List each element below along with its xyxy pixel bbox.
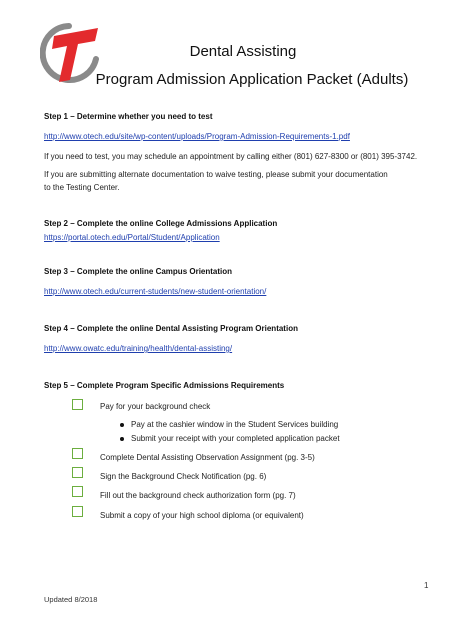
step1-text-alternate-line2: to the Testing Center. bbox=[44, 183, 120, 192]
bullet-icon bbox=[120, 437, 124, 441]
step2-link[interactable]: https://portal.otech.edu/Portal/Student/Application bbox=[44, 233, 220, 242]
subitem-label: Submit your receipt with your completed application packet bbox=[131, 434, 340, 443]
step1-heading: Step 1 – Determine whether you need to test bbox=[44, 112, 213, 121]
checkbox-background-notification[interactable] bbox=[72, 467, 83, 478]
checklist-item-label: Submit a copy of your high school diploma (or equivalent) bbox=[100, 511, 304, 520]
document-title: Dental Assisting bbox=[189, 43, 297, 60]
step1-text-phone: If you need to test, you may schedule an appointment by calling either (801) 627-8300 or (801) 395-3742. bbox=[44, 152, 418, 161]
step5-heading: Step 5 – Complete Program Specific Admissions Requirements bbox=[44, 381, 285, 390]
subitem-label: Pay at the cashier window in the Student Services building bbox=[131, 420, 339, 429]
document-subtitle: Program Admission Application Packet (Adults) bbox=[95, 71, 409, 88]
updated-date: Updated 8/2018 bbox=[44, 595, 98, 604]
checklist-item-label: Sign the Background Check Notification (pg. 6) bbox=[100, 472, 267, 481]
checklist-item-label: Pay for your background check bbox=[100, 402, 211, 411]
step2-heading: Step 2 – Complete the online College Admissions Application bbox=[44, 219, 278, 228]
step1-text-alternate-line1: If you are submitting alternate documentation to waive testing, please submit your documentation bbox=[44, 170, 388, 179]
checklist-item-label: Fill out the background check authorization form (pg. 7) bbox=[100, 491, 296, 500]
bullet-icon bbox=[120, 423, 124, 427]
step4-link[interactable]: http://www.owatc.edu/training/health/dental-assisting/ bbox=[44, 344, 233, 353]
step1-link[interactable]: http://www.otech.edu/site/wp-content/uploads/Program-Admission-Requirements-1.pdf bbox=[44, 132, 350, 141]
checkbox-diploma[interactable] bbox=[72, 506, 83, 517]
checkbox-authorization-form[interactable] bbox=[72, 486, 83, 497]
checkbox-background-check[interactable] bbox=[72, 399, 83, 410]
checkbox-observation-assignment[interactable] bbox=[72, 448, 83, 459]
step4-heading: Step 4 – Complete the online Dental Assisting Program Orientation bbox=[44, 324, 298, 333]
step3-link[interactable]: http://www.otech.edu/current-students/new-student-orientation/ bbox=[44, 287, 267, 296]
checklist-item-label: Complete Dental Assisting Observation Assignment (pg. 3-5) bbox=[100, 453, 315, 462]
page-number: 1 bbox=[424, 581, 429, 590]
step3-heading: Step 3 – Complete the online Campus Orientation bbox=[44, 267, 233, 276]
